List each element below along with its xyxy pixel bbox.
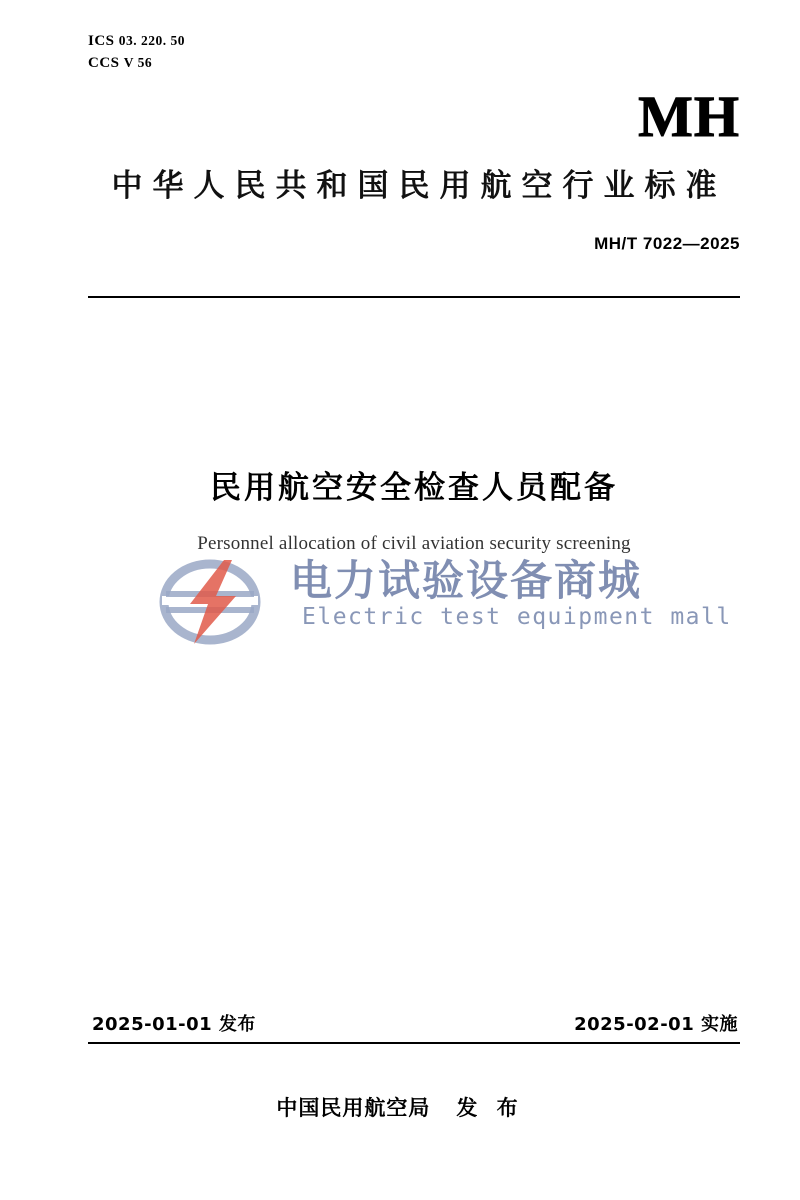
- publish-date: 2025-01-01 发布: [92, 1014, 256, 1035]
- ccs-label: CCS: [88, 55, 120, 71]
- watermark: [150, 548, 732, 658]
- ics-value: 03. 220. 50: [118, 33, 186, 48]
- implement-date: 2025-02-01 实施: [574, 1014, 738, 1035]
- issuer-name: 中国民用航空局: [276, 1096, 431, 1120]
- issuer-line: [0, 1092, 800, 1122]
- standard-number: MH/T 7022—2025: [594, 234, 740, 253]
- header-divider: [88, 296, 740, 298]
- document-title-chinese: 民用航空安全检查人员配备: [210, 470, 618, 506]
- watermark-chinese-text: 电力试验设备商城: [290, 556, 643, 605]
- footer-divider: [88, 1042, 740, 1044]
- watermark-english-text: Electric test equipment mall: [302, 604, 732, 630]
- mh-emblem: MH: [638, 84, 740, 149]
- issuer-verb: 发 布: [456, 1096, 524, 1120]
- classification-codes: [88, 30, 185, 74]
- document-title-english: Personnel allocation of civil aviation security screening: [197, 533, 631, 554]
- national-standard-title: 中华人民共和国民用航空行业标准: [111, 168, 727, 204]
- ics-code-line: [88, 30, 185, 52]
- ccs-value: V 56: [123, 55, 153, 70]
- ics-label: ICS: [88, 33, 115, 49]
- company-logo-icon: [150, 554, 278, 650]
- ccs-code-line: [88, 52, 185, 74]
